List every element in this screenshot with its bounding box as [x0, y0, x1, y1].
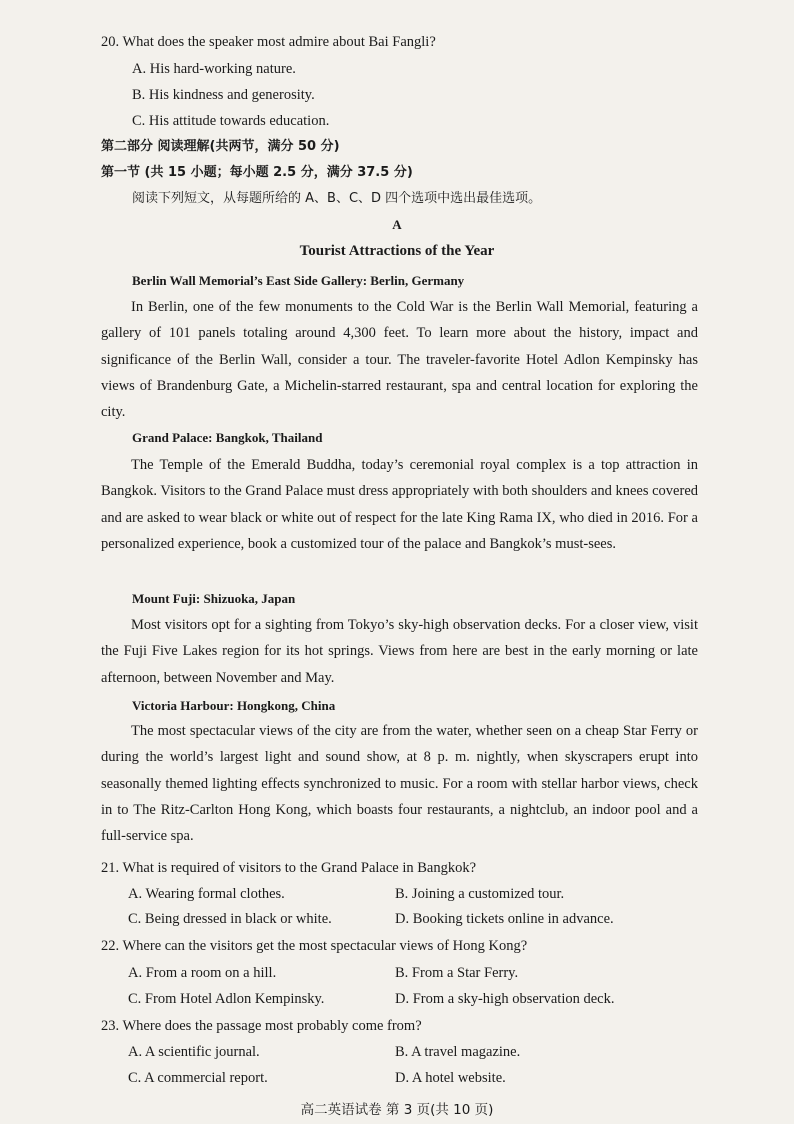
q20-option-b: B. His kindness and generosity.	[132, 87, 315, 103]
passage-title: Tourist Attractions of the Year	[299, 243, 495, 259]
q20-option-a: A. His hard-working nature.	[132, 61, 296, 77]
section-heading-grand-palace: Grand Palace: Bangkok, Thailand	[132, 430, 323, 445]
q23-option-a: A. A scientific journal.	[128, 1044, 260, 1060]
q22-option-a: A. From a room on a hill.	[128, 965, 277, 981]
q23-option-c: C. A commercial report.	[128, 1070, 268, 1086]
section-heading-berlin: Berlin Wall Memorial’s East Side Gallery: Berlin, Germany	[132, 273, 465, 288]
q23-question: 23. Where does the passage most probably come from?	[101, 1018, 422, 1034]
q21-option-b: B. Joining a customized tour.	[395, 886, 565, 902]
section-heading-mount-fuji: Mount Fuji: Shizuoka, Japan	[132, 591, 296, 606]
section-heading-victoria-harbour: Victoria Harbour: Hongkong, China	[132, 698, 336, 713]
section-text-berlin: In Berlin, one of the few monuments to the Cold War is the Berlin Wall Memorial, featuring a gallery of 101 panels totaling around 4,300 feet. To learn more about the history, impact and significance of the Berlin Wall, consider a tour. The traveler-favorite Hotel Adlon Kempinsky has views of Brandenburg Gate, a Michelin-starred restaurant, spa and central location for exploring the city.	[101, 299, 698, 421]
page-footer: 高二英语试卷 第 3 页(共 10 页)	[300, 1102, 494, 1118]
q22-option-c: C. From Hotel Adlon Kempinsky.	[128, 991, 325, 1007]
q21-option-c: C. Being dressed in black or white.	[128, 911, 332, 927]
q21-option-d: D. Booking tickets online in advance.	[395, 911, 614, 927]
passage-letter: A	[392, 217, 402, 232]
q20-question: 20. What does the speaker most admire about Bai Fangli?	[101, 34, 436, 50]
q21-question: 21. What is required of visitors to the Grand Palace in Bangkok?	[101, 860, 477, 876]
q20-option-c: C. His attitude towards education.	[132, 113, 330, 129]
part2-heading: 第二部分 阅读理解(共两节，满分 50 分)	[101, 139, 340, 154]
q23-option-b: B. A travel magazine.	[395, 1044, 521, 1060]
reading-instruction: 阅读下列短文，从每题所给的 A、B、C、D 四个选项中选出最佳选项。	[132, 191, 542, 206]
section1-heading: 第一节 (共 15 小题；每小题 2.5 分，满分 37.5 分)	[101, 165, 413, 180]
q22-option-d: D. From a sky-high observation deck.	[395, 991, 615, 1007]
q22-option-b: B. From a Star Ferry.	[395, 965, 519, 981]
q23-option-d: D. A hotel website.	[395, 1070, 506, 1086]
q22-question: 22. Where can the visitors get the most spectacular views of Hong Kong?	[101, 938, 528, 954]
section-text-grand-palace: The Temple of the Emerald Buddha, today’s ceremonial royal complex is a top attraction in Bangkok. Visitors to the Grand Palace must dress appropriately with both shoulders and knees covered and are asked to wear black or white out of respect for the late King Rama IX, who died in 2016. For a personalized experience, book a customized tour of the palace and Bangkok’s must-sees.	[101, 457, 698, 552]
q21-option-a: A. Wearing formal clothes.	[128, 886, 285, 902]
section-text-victoria-harbour: The most spectacular views of the city are from the water, whether seen on a cheap Star Ferry or during the world’s largest light and sound show, at 8 p. m. nightly, when skyscrapers erupt into seasonally themed lighting effects synchronized to music. For a room with stellar harbor views, check in to The Ritz-Carlton Hong Kong, which boasts four restaurants, a nightclub, an indoor pool and a full-service spa.	[101, 723, 698, 845]
section-text-mount-fuji: Most visitors opt for a sighting from Tokyo’s sky-high observation decks. For a closer view, visit the Fuji Five Lakes region for its hot springs. Views from here are best in the early morning or late afternoon, between November and May.	[101, 617, 698, 686]
